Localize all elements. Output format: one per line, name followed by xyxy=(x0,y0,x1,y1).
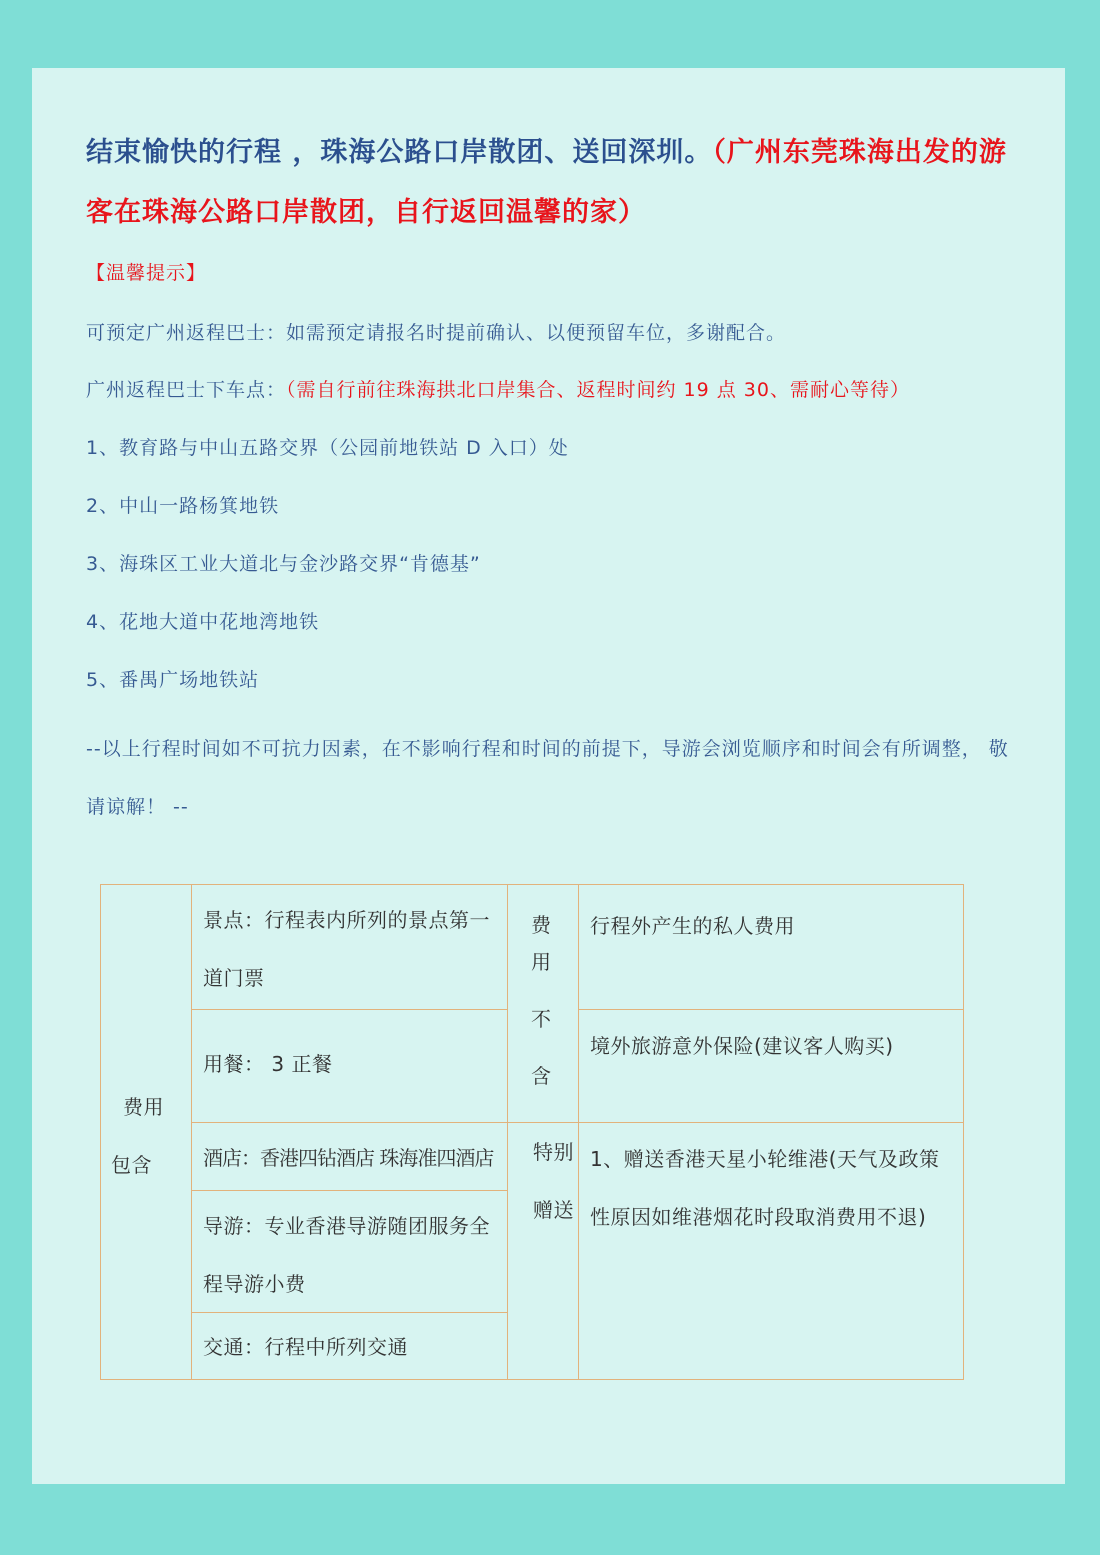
excluded-label: 费 用 不 含 xyxy=(531,913,552,1088)
dropoff-line xyxy=(86,375,910,402)
stop-item: 4、花地大道中花地湾地铁 xyxy=(86,611,320,633)
gift-text: 1、赠送香港天星小轮维港(天气及政策性原因如维港烟花时段取消费用不退) xyxy=(590,1147,940,1229)
headline-note: （广州东莞珠海出发的游客在珠海公路口岸散团，自行返回温馨的家） xyxy=(86,137,1007,228)
tips-title: 【温馨提示】 xyxy=(86,262,207,284)
excluded-insurance: 境外旅游意外保险(建议客人购买) xyxy=(590,1034,894,1058)
included-guide: 导游：专业香港导游随团服务全程导游小费 xyxy=(203,1214,490,1296)
included-hotel: 酒店：香港四钻酒店 珠海准四酒店 xyxy=(203,1146,494,1170)
headline xyxy=(86,123,1026,243)
stop-item: 2、中山一路杨箕地铁 xyxy=(86,495,280,517)
stop-item: 5、番禺广场地铁站 xyxy=(86,669,260,691)
stop-item: 3、海珠区工业大道北与金沙路交界“肯德基” xyxy=(86,553,481,575)
included-sights: 景点：行程表内所列的景点第一道门票 xyxy=(203,908,490,990)
headline-main: 结束愉快的行程 ，珠海公路口岸散团、送回深圳。 xyxy=(86,137,713,168)
disclaimer: --以上行程时间如不可抗力因素，在不影响行程和时间的前提下，导游会浏览顺序和时间会有所调整， 敬请谅解！ -- xyxy=(86,738,1009,818)
included-transport: 交通：行程中所列交通 xyxy=(203,1335,408,1359)
gift-label: 特别 赠送 xyxy=(533,1140,574,1222)
excluded-personal: 行程外产生的私人费用 xyxy=(590,914,795,938)
bus-booking-text: 可预定广州返程巴士：如需预定请报名时提前确认、以便预留车位，多谢配合。 xyxy=(86,322,787,344)
included-label: 费用 包含 xyxy=(111,1095,164,1177)
dropoff-note: （需自行前往珠海拱北口岸集合、返程时间约 19 点 30、需耐心等待） xyxy=(286,379,910,401)
included-meals: 用餐： 3 正餐 xyxy=(203,1052,333,1076)
page-card xyxy=(32,68,1065,1484)
stop-item: 1、教育路与中山五路交界（公园前地铁站 D 入口）处 xyxy=(86,437,569,459)
fee-table xyxy=(100,884,964,1380)
dropoff-label: 广州返程巴士下车点： xyxy=(86,379,287,401)
